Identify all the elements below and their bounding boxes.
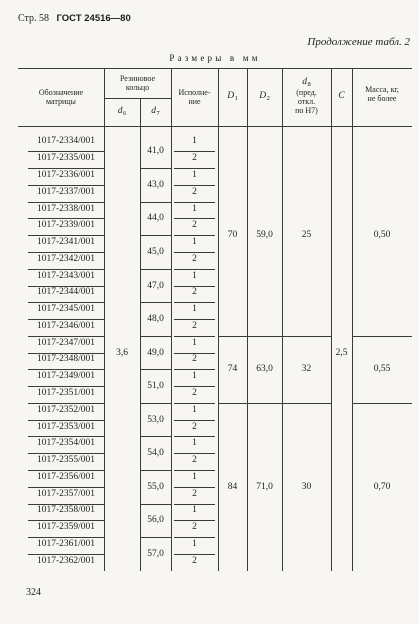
ring-d7-cell: 53,0 [147,414,164,425]
header-C-symbol: C [338,91,345,102]
header-D1-sub: 1 [234,95,238,103]
designation-cell: 1017-2346/001 [36,320,96,331]
designation-cell: 1017-2355/001 [36,455,96,466]
designation-cell: 1017-2359/001 [36,522,96,533]
designation-cell: 1017-2334/001 [36,136,96,147]
designation-cell: 1017-2348/001 [36,354,96,365]
designation-cell: 1017-2344/001 [36,287,96,298]
ring-d7-cell: 44,0 [147,213,164,224]
mass-cell: 0,55 [373,364,391,375]
designation-cell: 1017-2351/001 [36,388,96,399]
header-mass-text: Масса, кг, не более [365,84,399,103]
D2-cell: 71,0 [256,481,273,492]
execution-cell: 1 [192,270,197,281]
header-D2-base: D [259,91,267,102]
designation-cell: 1017-2339/001 [36,220,96,231]
table-rule [104,98,171,99]
execution-cell: 2 [192,220,197,231]
D1-cell: 84 [227,481,238,492]
execution-cell: 2 [192,253,197,264]
D2-cell: 63,0 [256,364,273,375]
designation-cell: 1017-2357/001 [36,488,96,499]
designation-cell: 1017-2353/001 [36,421,96,432]
table-continuation-label: Продолжение табл. 2 [307,36,410,48]
ring-d7-cell: 56,0 [147,515,164,526]
execution-cell: 1 [192,170,197,180]
execution-cell: 1 [192,404,197,415]
execution-cell: 2 [192,555,197,566]
page-label: Стр. 58 [18,13,50,24]
d6-value-cell: 3,6 [116,347,128,358]
ring-d7-cell: 47,0 [147,280,164,291]
designation-cell: 1017-2343/001 [36,270,96,281]
mass-cell: 0,50 [373,230,391,241]
execution-cell: 1 [192,337,197,348]
designation-cell: 1017-2342/001 [36,253,96,264]
header-d7-sub: 7 [156,110,160,118]
header-d8-note: (пред. откл. по Н7) [295,87,318,116]
d8-cell: 30 [301,481,312,492]
header-D1-base: D [227,91,235,102]
ring-d7-cell: 54,0 [147,448,164,459]
execution-cell: 2 [192,488,197,499]
designation-cell: 1017-2337/001 [36,186,96,197]
execution-cell: 2 [192,455,197,466]
execution-cell: 2 [192,320,197,331]
execution-cell: 1 [192,136,197,147]
designation-cell: 1017-2347/001 [36,337,96,348]
execution-cell: 1 [192,304,197,315]
ring-d7-cell: 57,0 [147,548,164,559]
execution-cell: 1 [192,438,197,449]
mass-cell: 0,70 [373,481,391,492]
header-D2-sub: 2 [266,95,270,103]
ring-d7-cell: 48,0 [147,314,164,325]
designation-cell: 1017-2336/001 [36,170,96,180]
ring-d7-cell: 49,0 [147,347,164,358]
d8-cell: 32 [301,364,312,375]
header-execution-text: Исполне- ние [178,87,211,106]
execution-cell: 2 [192,153,197,164]
designation-cell: 1017-2341/001 [36,237,96,248]
page-number: 324 [26,587,41,598]
execution-cell: 2 [192,388,197,399]
execution-cell: 1 [192,237,197,248]
designation-cell: 1017-2358/001 [36,505,96,516]
header-d8-base: d [302,77,307,88]
designation-cell: 1017-2335/001 [36,153,96,164]
designation-cell: 1017-2361/001 [36,538,96,549]
designation-cell: 1017-2338/001 [36,203,96,214]
designation-cell: 1017-2345/001 [36,304,96,315]
execution-cell: 2 [192,522,197,533]
designation-cell: 1017-2354/001 [36,438,96,449]
execution-cell: 2 [192,186,197,197]
execution-cell: 2 [192,287,197,298]
execution-cell: 1 [192,505,197,516]
D2-cell: 59,0 [256,230,273,241]
D1-cell: 74 [227,364,238,375]
execution-cell: 1 [192,471,197,482]
ring-d7-cell: 45,0 [147,246,164,257]
ring-d7-cell: 43,0 [147,179,164,190]
ring-d7-cell: 41,0 [147,146,164,157]
ring-d7-cell: 55,0 [147,481,164,492]
header-d8-sub: 8 [307,81,311,89]
d8-cell: 25 [301,230,312,241]
header-ring-text: Резиновое кольцо [119,73,156,92]
ring-d7-cell: 51,0 [147,381,164,392]
designation-cell: 1017-2356/001 [36,471,96,482]
standard-number: ГОСТ 24516—80 [56,13,131,24]
execution-cell: 1 [192,538,197,549]
header-designation-text: Обозначение матрицы [38,87,84,106]
header-d6-sub: 6 [123,110,127,118]
header-d6-base: d [117,106,123,117]
designation-cell: 1017-2362/001 [36,555,96,566]
execution-cell: 1 [192,203,197,214]
designation-cell: 1017-2352/001 [36,404,96,415]
C-value-cell: 2,5 [335,347,348,358]
units-caption: Размеры в мм [169,53,261,63]
header-d7-base: d [151,106,156,117]
execution-cell: 2 [192,354,197,365]
designation-cell: 1017-2349/001 [36,371,96,382]
D1-cell: 70 [227,230,238,241]
execution-cell: 1 [192,371,197,382]
execution-cell: 2 [192,421,197,432]
